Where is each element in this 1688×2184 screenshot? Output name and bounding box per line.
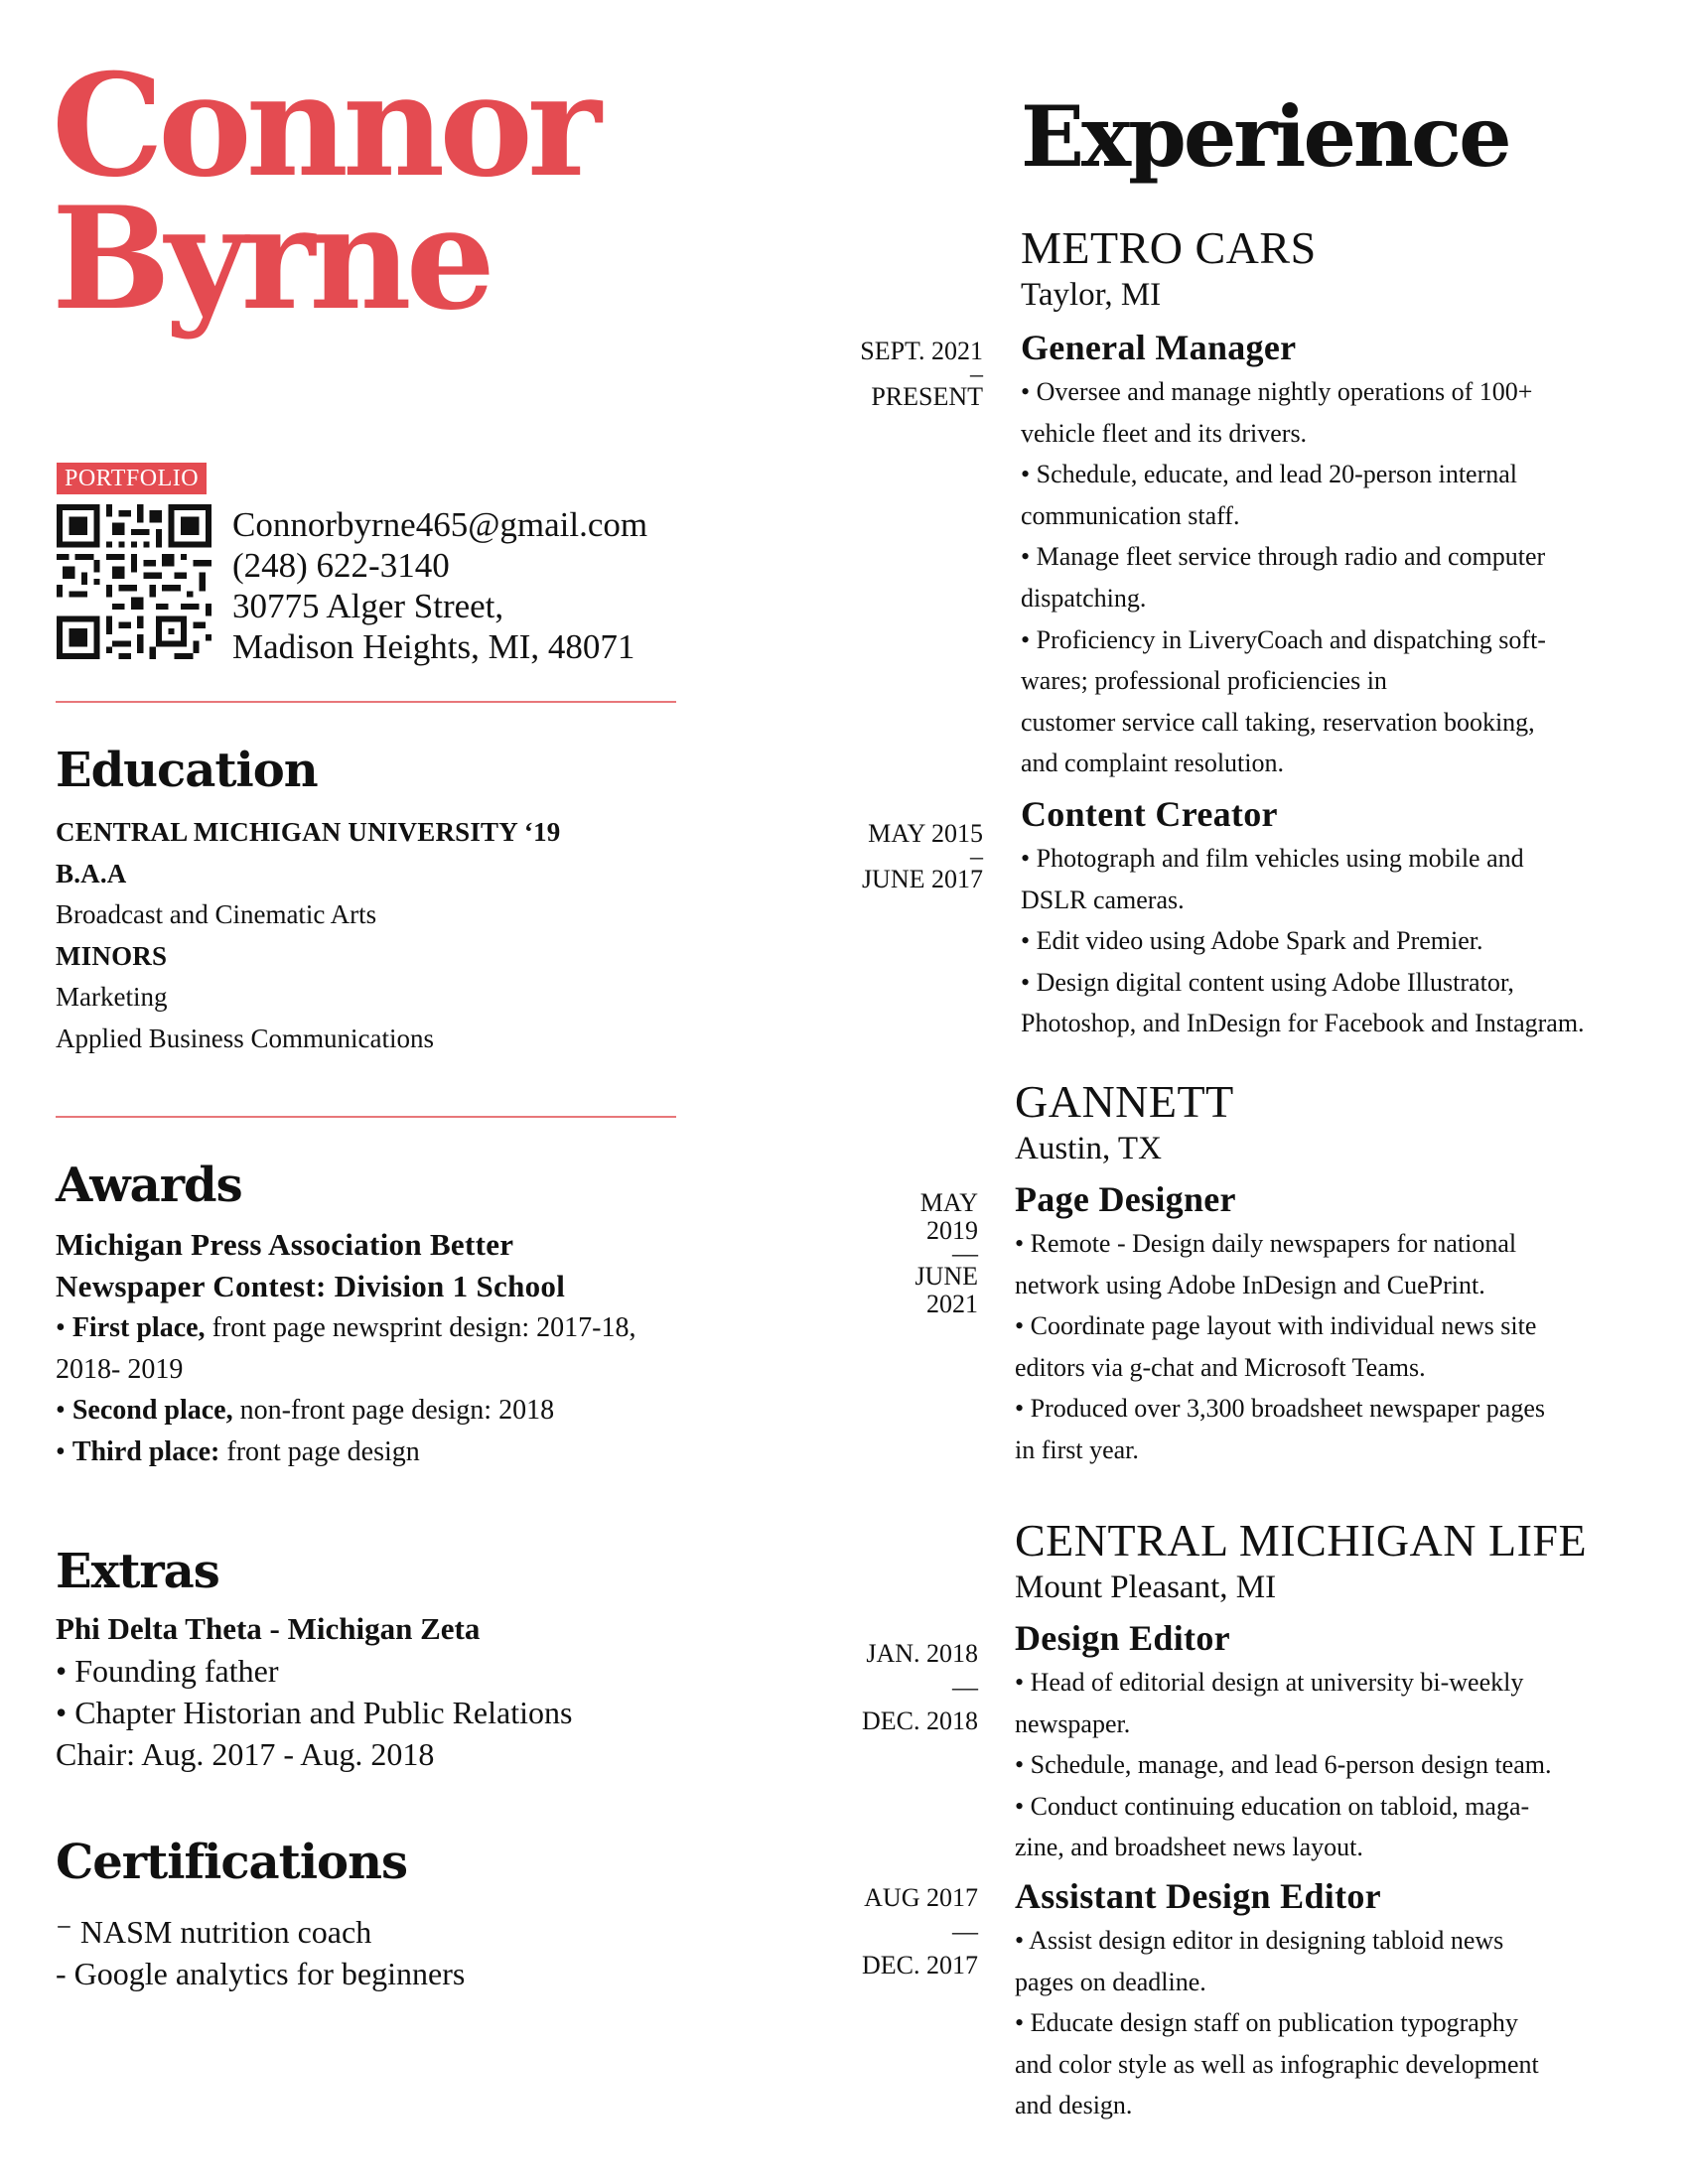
education-section: [56, 812, 561, 1059]
extras-section: [56, 1608, 572, 1775]
address-line-2: Madison Heights, MI, 48071: [232, 627, 635, 666]
company-name: METRO CARS: [1021, 222, 1317, 273]
experience-heading: Experience: [1021, 87, 1509, 186]
extras-heading: Extras: [56, 1544, 219, 1599]
resume-name: [52, 44, 596, 341]
job-dates: MAY 2019 — JUNE 2021: [914, 1188, 978, 1318]
company-location: Mount Pleasant, MI: [1015, 1570, 1277, 1605]
email-link[interactable]: Connorbyrne465@gmail.com: [232, 505, 648, 544]
job-title: Design Editor: [1015, 1618, 1230, 1658]
award-item: • Third place: front page design: [56, 1435, 420, 1467]
major: Broadcast and Cinematic Arts: [56, 899, 377, 929]
portfolio-label: PORTFOLIO: [57, 463, 207, 494]
education-heading: Education: [56, 743, 318, 798]
award-item: • Second place, non-front page design: 2018: [56, 1395, 555, 1426]
job-title: General Manager: [1021, 328, 1297, 367]
job-dates: SEPT. 2021 – PRESENT: [860, 337, 983, 411]
job-title: Content Creator: [1021, 794, 1278, 834]
awards-heading: Awards: [56, 1158, 242, 1213]
award-contest: Michigan Press Association Better: [56, 1227, 514, 1262]
awards-section: [56, 1224, 635, 1472]
address-line-1: 30775 Alger Street,: [232, 587, 504, 625]
award-item-continued: 2018- 2019: [56, 1353, 184, 1385]
certification-item: ⁻ NASM nutrition coach: [56, 1914, 372, 1950]
job-description: • Assist design editor in designing tabloid news pages on deadline. • Educate design staff on publication typography and color style as well as infographic development and design.: [1015, 1926, 1539, 2120]
minors-label: MINORS: [56, 940, 168, 971]
award-contest: Newspaper Contest: Division 1 School: [56, 1269, 566, 1303]
job-description: • Remote - Design daily newspapers for national network using Adobe InDesign and CuePrint. • Coordinate page layout with individual news site editors via g-chat and Microsoft Teams. • Produced over 3,300 broadsheet newspaper pages in first year.: [1015, 1229, 1545, 1464]
minor-item: Applied Business Communications: [56, 1023, 434, 1053]
minor-item: Marketing: [56, 982, 168, 1012]
job-description: • Oversee and manage nightly operations of 100+ vehicle fleet and its drivers. • Schedule, educate, and lead 20-person internal communication staff. • Manage fleet service through radio and computer dispatching. • Proficiency in LiveryCoach and dispatching soft- wares; professional proficiencies in customer service call taking, reservation booking, and complaint resolution.: [1021, 377, 1546, 778]
job-title: Page Designer: [1015, 1179, 1236, 1219]
contact-info: [232, 504, 647, 667]
award-item: • First place, front page newsprint design: 2017-18,: [56, 1312, 636, 1343]
degree: B.A.A: [56, 858, 127, 888]
certifications-section: [56, 1911, 465, 1994]
portfolio-qr-code[interactable]: [57, 504, 211, 659]
first-name: Connor: [52, 44, 596, 208]
certification-item: - Google analytics for beginners: [56, 1956, 466, 1991]
job-dates: AUG 2017 — DEC. 2017: [862, 1883, 978, 1979]
section-divider: [56, 701, 676, 703]
job-description: • Photograph and film vehicles using mobile and DSLR cameras. • Edit video using Adobe Spark and Premier. • Design digital content using Adobe Illustrator, Photoshop, and InDesign for Facebook and Instagram.: [1021, 844, 1585, 1038]
job-dates: JAN. 2018 — DEC. 2018: [862, 1639, 978, 1735]
company-location: Taylor, MI: [1021, 277, 1162, 313]
last-name: Byrne: [52, 177, 490, 341]
company-name: CENTRAL MICHIGAN LIFE: [1015, 1515, 1588, 1566]
job-description: • Head of editorial design at university bi-weekly newspaper. • Schedule, manage, and lead 6-person design team. • Conduct continuing education on tabloid, maga- zine, and broadsheet news layout.: [1015, 1668, 1552, 1862]
extras-item: • Founding father: [56, 1653, 279, 1689]
company-location: Austin, TX: [1015, 1131, 1162, 1166]
organization-name: Phi Delta Theta - Michigan Zeta: [56, 1611, 481, 1646]
school-name: CENTRAL MICHIGAN UNIVERSITY ‘19: [56, 817, 561, 847]
job-title: Assistant Design Editor: [1015, 1876, 1381, 1916]
extras-item: • Chapter Historian and Public Relations: [56, 1695, 573, 1730]
certifications-heading: Certifications: [56, 1835, 407, 1890]
company-name: GANNETT: [1015, 1076, 1234, 1127]
extras-item-continued: Chair: Aug. 2017 - Aug. 2018: [56, 1736, 435, 1772]
phone-number[interactable]: (248) 622-3140: [232, 546, 450, 585]
section-divider: [56, 1116, 676, 1118]
job-dates: MAY 2015 – JUNE 2017: [861, 819, 983, 893]
